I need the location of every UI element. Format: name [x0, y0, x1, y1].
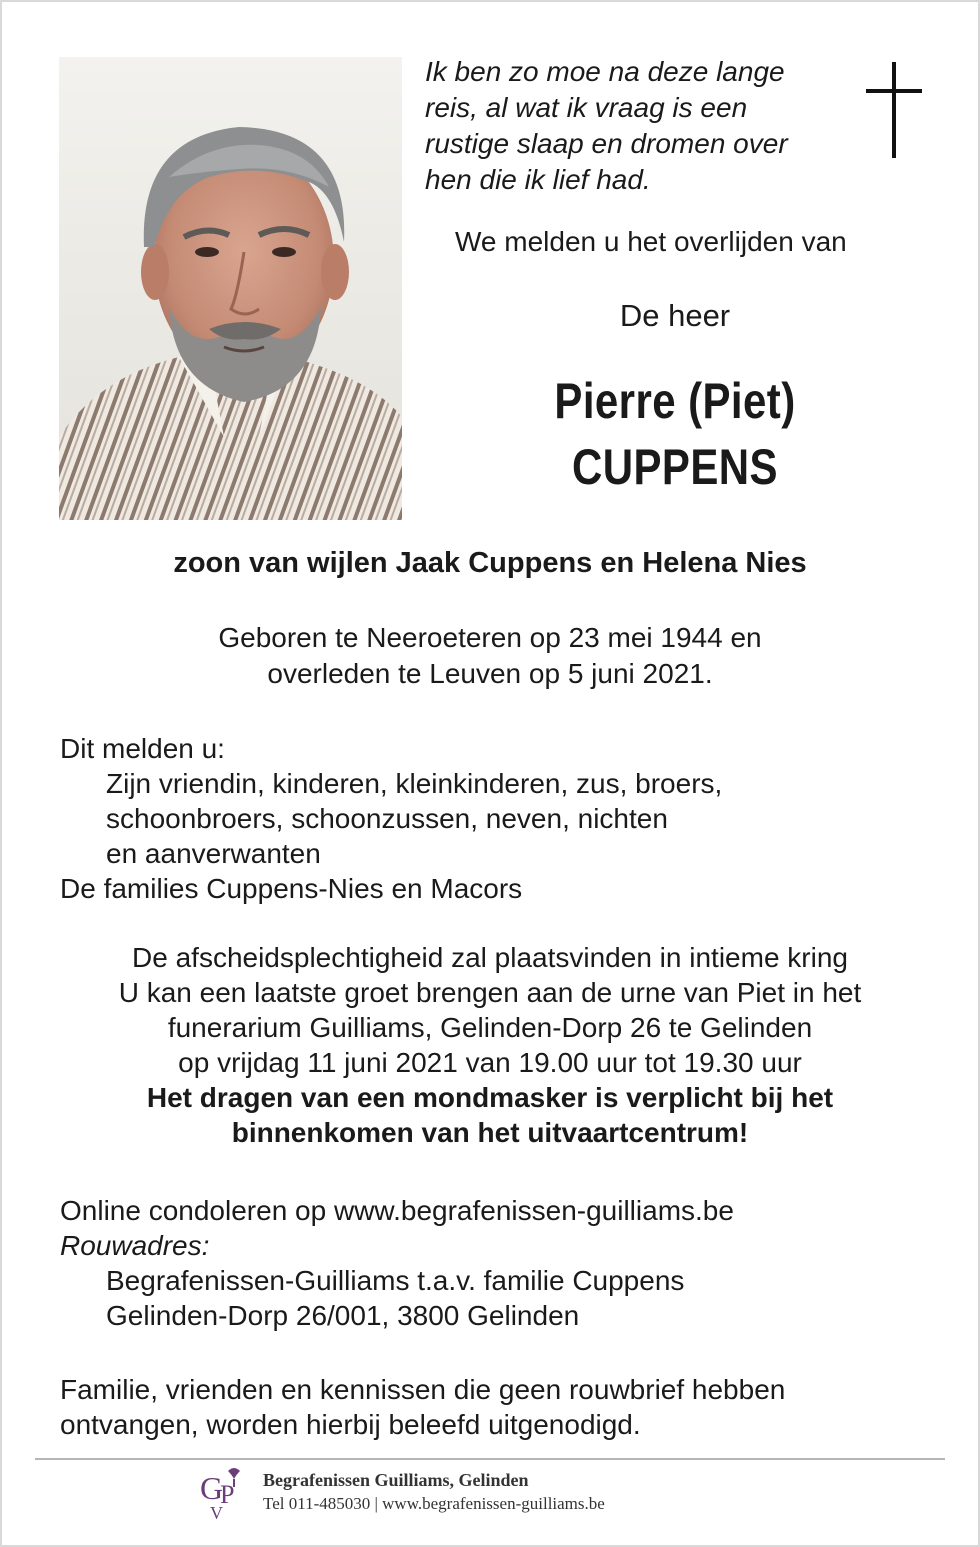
footer-info [263, 1468, 605, 1516]
relatives-line: schoonbroers, schoonzussen, neven, nichten [106, 803, 668, 834]
poem-line: reis, al wat ik vraag is een [425, 92, 748, 123]
online-condolence: Online condoleren op www.begrafenissen-guilliams.be [60, 1195, 734, 1226]
birth-line: Geboren te Neeroeteren op 23 mei 1944 en [218, 622, 762, 653]
svg-text:V: V [210, 1503, 223, 1521]
relatives-line: en aanverwanten [106, 838, 321, 869]
ceremony-line: op vrijdag 11 juni 2021 van 19.00 uur tot 19.30 uur [178, 1047, 802, 1078]
funeral-home-logo [198, 1465, 248, 1526]
announcement: We melden u het overlijden van [455, 226, 847, 257]
ceremony-line: U kan een laatste groet brengen aan de urne van Piet in het [118, 977, 862, 1008]
ceremony-line: De afscheidsplechtigheid zal plaatsvinden in intieme kring [132, 942, 848, 973]
address-line: Begrafenissen-Guilliams t.a.v. familie Cuppens [106, 1265, 685, 1296]
poem-line: hen die ik lief had. [425, 164, 651, 195]
poem-line: rustige slaap en dromen over [425, 128, 788, 159]
address-label: Rouwadres: [60, 1230, 210, 1261]
honorific-title: De heer [619, 298, 731, 333]
invitation-line: Familie, vrienden en kennissen die geen rouwbrief hebben [60, 1374, 786, 1405]
deceased-name [469, 368, 881, 500]
portrait-illustration [59, 57, 402, 520]
death-line: overleden te Leuven op 5 juni 2021. [267, 658, 713, 689]
mask-notice-line: Het dragen van een mondmasker is verplicht bij het [146, 1082, 834, 1113]
svg-text:P: P [220, 1480, 235, 1509]
life-dates [0, 620, 980, 692]
ceremony-info [0, 940, 980, 1150]
svg-text:G: G [200, 1470, 224, 1506]
portrait-photo [59, 57, 402, 520]
families-line: De families Cuppens-Nies en Macors [60, 873, 523, 904]
cross-icon [866, 62, 922, 163]
parents-line: zoon van wijlen Jaak Cuppens en Helena Nies [173, 547, 807, 579]
contact-info [60, 1193, 940, 1333]
address-line: Gelinden-Dorp 26/001, 3800 Gelinden [106, 1300, 580, 1331]
poem [425, 54, 855, 198]
announcers [60, 731, 940, 906]
invitation-line: ontvangen, worden hierbij beleefd uitgenodigd. [60, 1409, 641, 1440]
deceased-last-name: CUPPENS [571, 439, 778, 495]
announcers-intro: Dit melden u: [60, 733, 225, 764]
mask-notice-line: binnenkomen van het uitvaartcentrum! [231, 1117, 749, 1148]
invitation [60, 1372, 940, 1442]
relatives-line: Zijn vriendin, kinderen, kleinkinderen, zus, broers, [106, 768, 723, 799]
ceremony-line: funerarium Guilliams, Gelinden-Dorp 26 te Gelinden [167, 1012, 813, 1043]
poem-line: Ik ben zo moe na deze lange [425, 56, 785, 87]
company-contact: Tel 011-485030 | www.begrafenissen-guilliams.be [263, 1494, 605, 1513]
footer-divider [35, 1458, 945, 1460]
deceased-first-name: Pierre (Piet) [554, 373, 796, 429]
company-name: Begrafenissen Guilliams, Gelinden [263, 1470, 529, 1490]
